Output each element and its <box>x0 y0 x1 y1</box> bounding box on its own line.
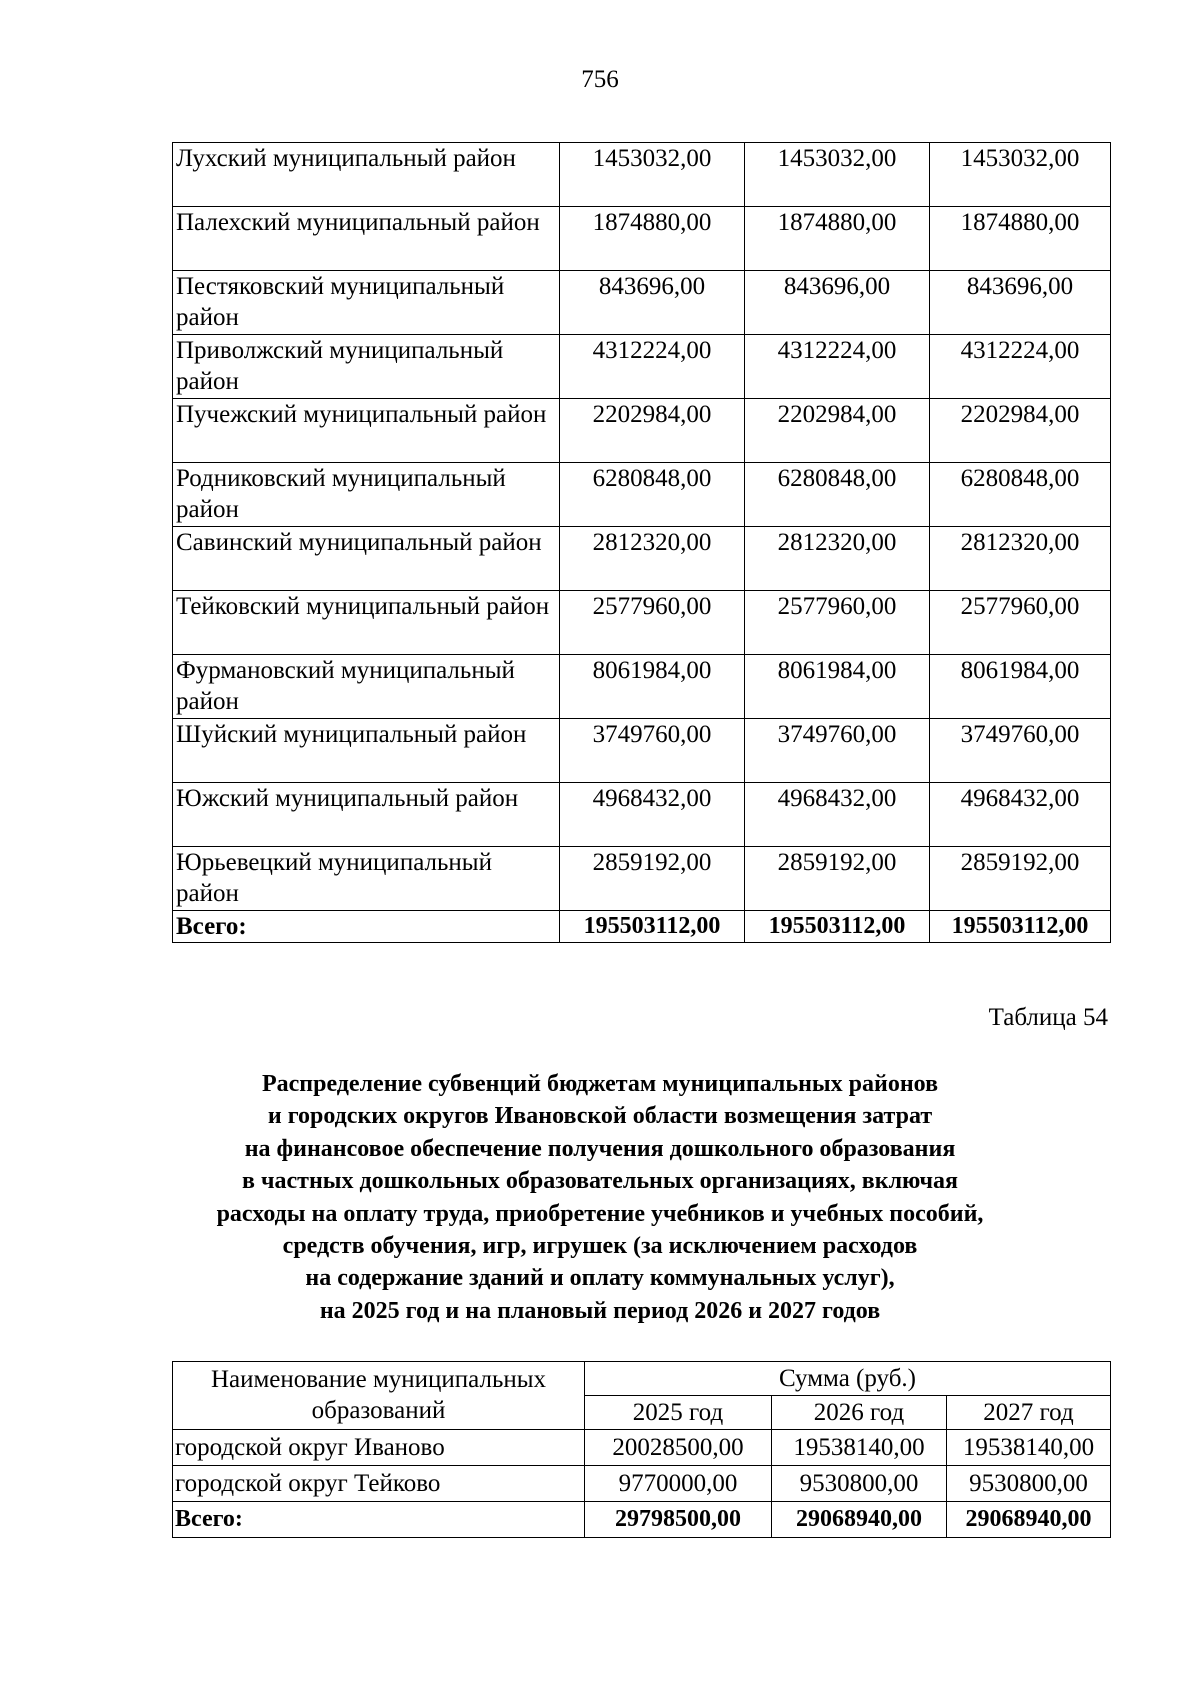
amount-2025: 4312224,00 <box>560 335 745 399</box>
amount-2027: 3749760,00 <box>930 719 1111 783</box>
column-header-2027: 2027 год <box>947 1396 1111 1430</box>
amount-2027: 2577960,00 <box>930 591 1111 655</box>
amount-2026: 2812320,00 <box>745 527 930 591</box>
amount-2027: 2859192,00 <box>930 847 1111 911</box>
private-preschool-subventions-table <box>172 1361 1111 1538</box>
district-name: Юрьевецкий муниципальный район <box>173 847 560 911</box>
amount-2025: 843696,00 <box>560 271 745 335</box>
amount-2027: 843696,00 <box>930 271 1111 335</box>
district-name: Пучежский муниципальный район <box>173 399 560 463</box>
amount-2025: 9770000,00 <box>585 1466 772 1502</box>
table-row <box>173 399 1111 463</box>
district-name: Приволжский муниципальный район <box>173 335 560 399</box>
municipality-name: городской округ Тейково <box>173 1466 585 1502</box>
amount-2026: 6280848,00 <box>745 463 930 527</box>
amount-2027: 4312224,00 <box>930 335 1111 399</box>
total-label: Всего: <box>173 1502 585 1538</box>
total-2027: 195503112,00 <box>930 911 1111 943</box>
total-row <box>173 1502 1111 1538</box>
district-name: Шуйский муниципальный район <box>173 719 560 783</box>
total-2025: 29798500,00 <box>585 1502 772 1538</box>
amount-2026: 1453032,00 <box>745 143 930 207</box>
column-header-sum: Сумма (руб.) <box>585 1362 1111 1396</box>
amount-2027: 1453032,00 <box>930 143 1111 207</box>
amount-2026: 19538140,00 <box>772 1430 947 1466</box>
amount-2027: 2812320,00 <box>930 527 1111 591</box>
title-line: Распределение субвенций бюджетам муниципальных районов <box>261 1071 939 1097</box>
amount-2026: 4968432,00 <box>745 783 930 847</box>
total-label: Всего: <box>173 911 560 943</box>
title-line: и городских округов Ивановской области возмещения затрат <box>267 1103 933 1130</box>
amount-2027: 8061984,00 <box>930 655 1111 719</box>
amount-2026: 2202984,00 <box>745 399 930 463</box>
amount-2025: 1874880,00 <box>560 207 745 271</box>
column-header-2025: 2025 год <box>585 1396 772 1430</box>
column-header-name: Наименование муниципальных образований <box>173 1362 585 1430</box>
amount-2026: 4312224,00 <box>745 335 930 399</box>
total-2026: 195503112,00 <box>745 911 930 943</box>
table-row <box>173 1466 1111 1502</box>
district-name: Палехский муниципальный район <box>173 207 560 271</box>
amount-2025: 2859192,00 <box>560 847 745 911</box>
table-row <box>173 655 1111 719</box>
header-row <box>173 1362 1111 1396</box>
table-row <box>173 527 1111 591</box>
amount-2025: 8061984,00 <box>560 655 745 719</box>
table-row <box>173 1430 1111 1466</box>
amount-2025: 1453032,00 <box>560 143 745 207</box>
amount-2026: 843696,00 <box>745 271 930 335</box>
district-name: Фурмановский муниципальный район <box>173 655 560 719</box>
amount-2025: 2812320,00 <box>560 527 745 591</box>
amount-2026: 2859192,00 <box>745 847 930 911</box>
amount-2025: 6280848,00 <box>560 463 745 527</box>
column-header-2026: 2026 год <box>772 1396 947 1430</box>
amount-2027: 9530800,00 <box>947 1466 1111 1502</box>
amount-2027: 4968432,00 <box>930 783 1111 847</box>
total-2025: 195503112,00 <box>560 911 745 943</box>
district-name: Тейковский муниципальный район <box>173 591 560 655</box>
title-line: средств обучения, игр, игрушек (за исключением расходов <box>282 1233 918 1260</box>
amount-2026: 8061984,00 <box>745 655 930 719</box>
district-name: Лухский муниципальный район <box>173 143 560 207</box>
table-row <box>173 591 1111 655</box>
total-2027: 29068940,00 <box>947 1502 1111 1538</box>
table-row <box>173 783 1111 847</box>
amount-2027: 1874880,00 <box>930 207 1111 271</box>
table-title <box>0 1068 1200 1327</box>
district-name: Южский муниципальный район <box>173 783 560 847</box>
amount-2026: 1874880,00 <box>745 207 930 271</box>
title-line: на финансовое обеспечение получения дошкольного образования <box>244 1135 956 1162</box>
table-row <box>173 847 1111 911</box>
table-row <box>173 463 1111 527</box>
district-name: Савинский муниципальный район <box>173 527 560 591</box>
district-name: Пестяковский муниципальный район <box>173 271 560 335</box>
municipality-name: городской округ Иваново <box>173 1430 585 1466</box>
amount-2026: 3749760,00 <box>745 719 930 783</box>
total-row <box>173 911 1111 943</box>
table-row <box>173 335 1111 399</box>
title-line: на содержание зданий и оплату коммунальных услуг), <box>305 1265 895 1292</box>
amount-2027: 2202984,00 <box>930 399 1111 463</box>
table-row <box>173 143 1111 207</box>
title-line: на 2025 год и на плановый период 2026 и 2027 годов <box>319 1297 881 1324</box>
amount-2027: 19538140,00 <box>947 1430 1111 1466</box>
table-row <box>173 719 1111 783</box>
title-line: в частных дошкольных образовательных организациях, включая <box>242 1168 958 1195</box>
amount-2025: 20028500,00 <box>585 1430 772 1466</box>
page-number: 756 <box>581 66 619 93</box>
district-subventions-table-continued <box>172 142 1111 943</box>
table-caption: Таблица 54 <box>988 1004 1108 1031</box>
amount-2027: 6280848,00 <box>930 463 1111 527</box>
amount-2025: 2202984,00 <box>560 399 745 463</box>
table-row <box>173 271 1111 335</box>
amount-2026: 2577960,00 <box>745 591 930 655</box>
amount-2025: 4968432,00 <box>560 783 745 847</box>
total-2026: 29068940,00 <box>772 1502 947 1538</box>
title-line: расходы на оплату труда, приобретение учебников и учебных пособий, <box>216 1200 984 1227</box>
table-row <box>173 207 1111 271</box>
amount-2025: 2577960,00 <box>560 591 745 655</box>
amount-2025: 3749760,00 <box>560 719 745 783</box>
amount-2026: 9530800,00 <box>772 1466 947 1502</box>
district-name: Родниковский муниципальный район <box>173 463 560 527</box>
